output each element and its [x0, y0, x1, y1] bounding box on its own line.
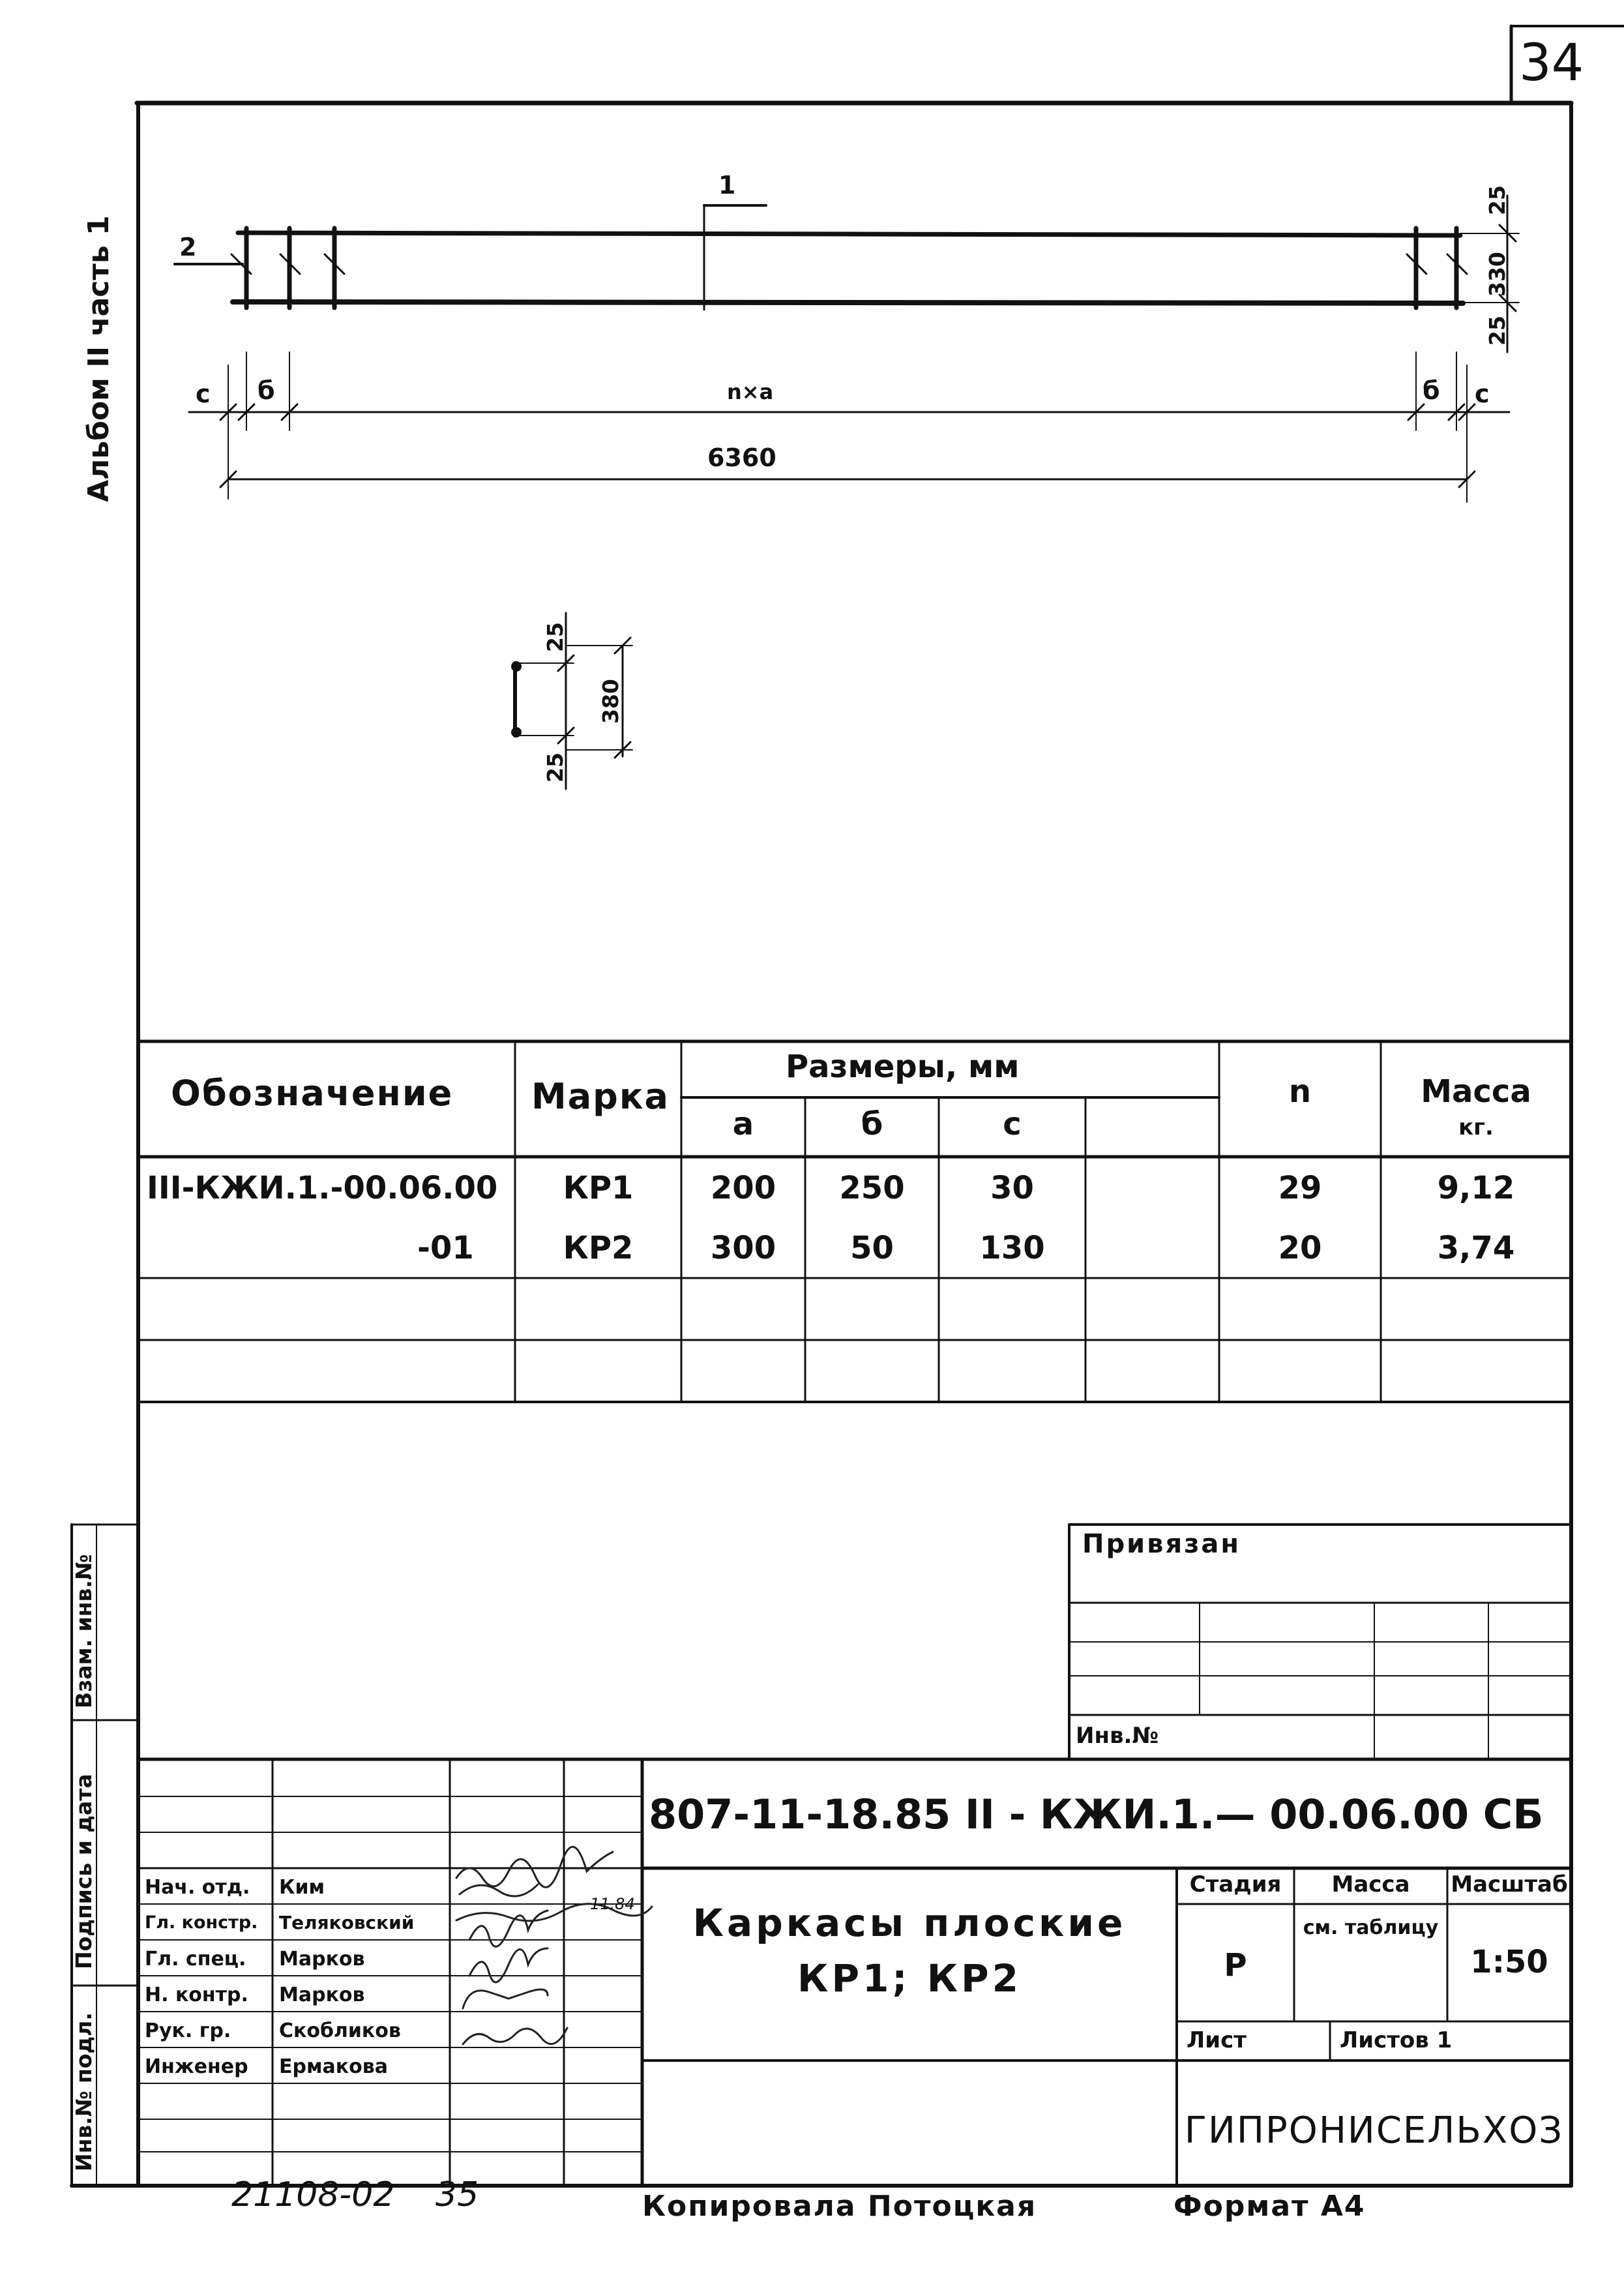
album-caption: Альбом II часть 1 — [82, 215, 115, 502]
organization: ГИПРОНИСЕЛЬХОЗ — [1184, 2109, 1564, 2152]
row1-a: 200 — [710, 1170, 776, 1206]
staff-name-6: Ермакова — [279, 2055, 388, 2078]
staff-name-1: Ким — [279, 1876, 325, 1899]
label-1: 1 — [718, 171, 736, 200]
title-line2: КР1; КР2 — [797, 1956, 1022, 2001]
dim-330: 330 — [1484, 252, 1510, 297]
dim-b-right: б — [1423, 376, 1440, 405]
sign-date: 11.84 — [590, 1895, 635, 1913]
row1-b: 250 — [839, 1170, 905, 1206]
staff-role-4: Н. контр. — [145, 1984, 248, 2006]
document-code: 807-11-18.85 II - КЖИ.1.— 00.06.00 СБ — [649, 1791, 1544, 1838]
side-podpis: Подпись и дата — [71, 1774, 96, 1969]
handwritten-ref: 21108-02 — [231, 2175, 395, 2214]
th-mass: Масса — [1421, 1073, 1531, 1110]
staff-role-1: Нач. отд. — [145, 1876, 250, 1899]
row2-n: 20 — [1278, 1230, 1322, 1266]
section-dim-25-top: 25 — [542, 622, 568, 652]
label-2: 2 — [179, 233, 197, 261]
row2-designation: -01 — [417, 1230, 474, 1266]
th-a: а — [732, 1106, 754, 1142]
th-designation: Обозначение — [171, 1073, 454, 1114]
sheet-number: 34 — [1519, 34, 1584, 93]
row2-mass: 3,74 — [1437, 1230, 1515, 1266]
row1-c: 30 — [990, 1170, 1034, 1206]
title-line1: Каркасы плоские — [692, 1901, 1127, 1945]
row1-mass: 9,12 — [1437, 1170, 1515, 1206]
th-b: б — [861, 1106, 883, 1142]
staff-name-4: Марков — [279, 1984, 365, 2006]
staff-role-6: Инженер — [145, 2055, 248, 2078]
th-n: n — [1288, 1073, 1312, 1110]
staff-role-5: Рук. гр. — [145, 2019, 231, 2042]
staff-name-5: Скобликов — [279, 2019, 401, 2042]
paper-format: Формат А4 — [1174, 2190, 1366, 2223]
dim-na: n×a — [727, 380, 774, 404]
staff-role-3: Гл. спец. — [145, 1948, 246, 1971]
scale-label: Масштаб — [1451, 1871, 1568, 1898]
dim-total: 6360 — [707, 443, 776, 472]
staff-name-2: Теляковский — [279, 1912, 415, 1933]
side-vzam: Взам. инв.№ — [71, 1554, 96, 1708]
th-sizes: Размеры, мм — [786, 1049, 1020, 1085]
row2-mark: КР2 — [563, 1230, 634, 1266]
row1-mark: КР1 — [563, 1170, 634, 1206]
binding-inv-label: Инв.№ — [1076, 1723, 1159, 1749]
dim-b-left: б — [258, 376, 275, 405]
sheets-label: Листов 1 — [1340, 2027, 1453, 2053]
dim-c-right: c — [1475, 380, 1490, 408]
th-mass-unit: кг. — [1458, 1114, 1494, 1140]
dim-25-bottom: 25 — [1484, 316, 1510, 346]
binding-label: Привязан — [1082, 1529, 1241, 1559]
section-dim-380: 380 — [598, 679, 623, 724]
dim-25-top: 25 — [1484, 185, 1510, 215]
th-c: c — [1003, 1106, 1022, 1142]
stage-value: Р — [1224, 1947, 1247, 1984]
row1-n: 29 — [1278, 1170, 1322, 1206]
sheet-label: Лист — [1187, 2027, 1247, 2053]
row2-c: 130 — [979, 1230, 1045, 1266]
staff-name-3: Марков — [279, 1948, 365, 1971]
dim-c-left: c — [196, 380, 211, 408]
mass-label: Масса — [1331, 1871, 1410, 1898]
stage-label: Стадия — [1189, 1871, 1282, 1898]
staff-role-2: Гл. констр. — [145, 1912, 258, 1933]
side-inv-podl: Инв.№ подл. — [71, 2012, 96, 2171]
section-dim-25-bottom: 25 — [542, 752, 568, 782]
copied-by: Копировала Потоцкая — [642, 2190, 1037, 2223]
signature-marks — [456, 1847, 652, 2044]
th-mark: Марка — [531, 1076, 670, 1117]
row2-b: 50 — [850, 1230, 894, 1266]
mass-value: см. таблицу — [1303, 1916, 1439, 1939]
row2-a: 300 — [710, 1230, 776, 1266]
scale-value: 1:50 — [1470, 1944, 1548, 1980]
handwritten-num: 35 — [436, 2175, 479, 2214]
row1-designation: III-КЖИ.1.-00.06.00 — [147, 1170, 498, 1206]
